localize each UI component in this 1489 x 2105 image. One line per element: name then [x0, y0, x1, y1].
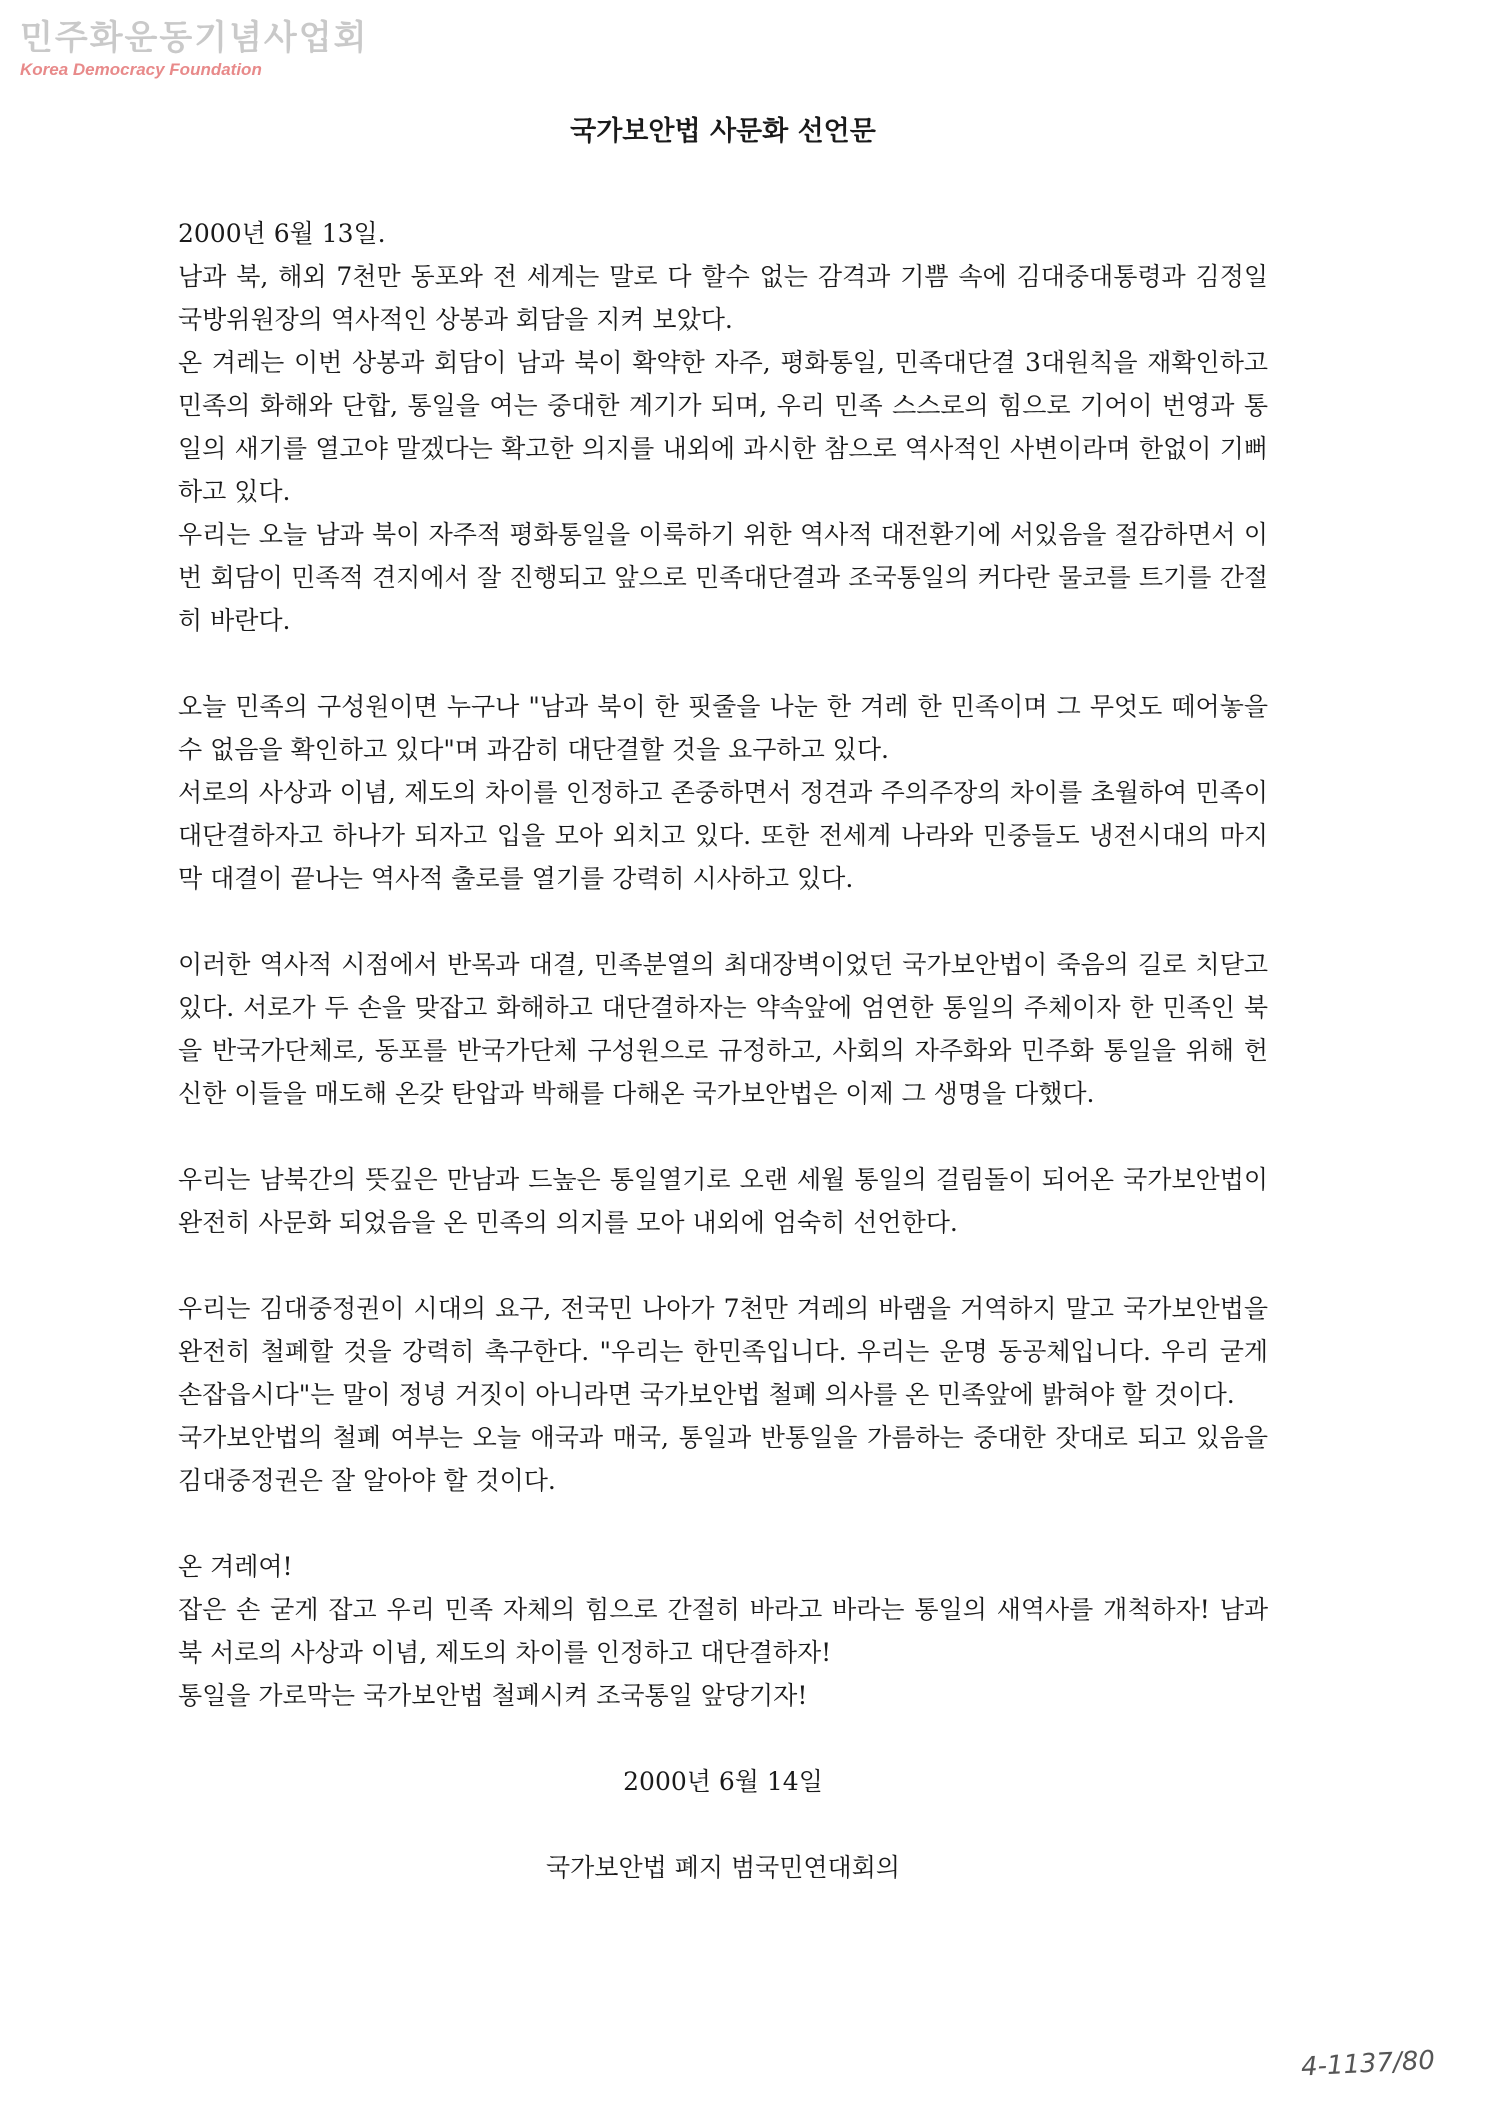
archive-number: 4-1137/80	[1300, 2045, 1436, 2083]
paragraph-9: 국가보안법의 철폐 여부는 오늘 애국과 매국, 통일과 반통일을 가름하는 중대한 잣대로 되고 있음을 김대중정권은 잘 알아야 할 것이다.	[178, 1423, 1268, 1495]
paragraph-1: 남과 북, 해외 7천만 동포와 전 세계는 말로 다 할수 없는 감격과 기쁨 속에 김대중대통령과 김정일 국방위원장의 역사적인 상봉과 회담을 지켜 보았다.	[178, 262, 1268, 334]
watermark-english: Korea Democracy Foundation	[20, 60, 262, 79]
closing-date: 2000년 6월 14일	[623, 1767, 823, 1796]
paragraph-7: 우리는 남북간의 뜻깊은 만남과 드높은 통일열기로 오랜 세월 통일의 걸림돌이 되어온 국가보안법이 완전히 사문화 되었음을 온 민족의 의지를 모아 내외에 엄숙히 선언한다.	[178, 1165, 1268, 1237]
foundation-watermark	[20, 18, 368, 80]
paragraph-8: 우리는 김대중정권이 시대의 요구, 전국민 나아가 7천만 겨레의 바램을 거역하지 말고 국가보안법을 완전히 철폐할 것을 강력히 촉구한다. "우리는 한민족입니다. 우리는 운명 동공체입니다. 우리 굳게 손잡읍시다"는 말이 정녕 거짓이 아니라면 국가보안법 철폐 의사를 온 민족앞에 밝혀야 할 것이다.	[178, 1294, 1268, 1409]
signature: 국가보안법 폐지 범국민연대회의	[546, 1853, 900, 1882]
date-line: 2000년 6월 13일.	[178, 219, 386, 248]
declaration-document	[178, 112, 1268, 1889]
paragraph-6: 이러한 역사적 시점에서 반목과 대결, 민족분열의 최대장벽이었던 국가보안법이 죽음의 길로 치닫고 있다. 서로가 두 손을 맞잡고 화해하고 대단결하자는 약속앞에 엄연한 통일의 주체이자 한 민족인 북을 반국가단체로, 동포를 반국가단체 구성원으로 규정하고, 사회의 자주화와 민주화 통일을 위해 헌신한 이들을 매도해 온갖 탄압과 박해를 다해온 국가보안법은 이제 그 생명을 다했다.	[178, 950, 1268, 1108]
paragraph-2: 온 겨레는 이번 상봉과 회담이 남과 북이 확약한 자주, 평화통일, 민족대단결 3대원칙을 재확인하고 민족의 화해와 단합, 통일을 여는 중대한 계기가 되며, 우리 민족 스스로의 힘으로 기어이 번영과 통일의 새기를 열고야 말겠다는 확고한 의지를 내외에 과시한 참으로 역사적인 사변이라며 한없이 기뻐하고 있다.	[178, 348, 1268, 506]
watermark-korean: 민주화운동기념사업회	[20, 18, 369, 58]
paragraph-5: 서로의 사상과 이념, 제도의 차이를 인정하고 존중하면서 정견과 주의주장의 차이를 초월하여 민족이 대단결하자고 하나가 되자고 입을 모아 외치고 있다. 또한 전세계 나라와 민중들도 냉전시대의 마지막 대결이 끝나는 역사적 출로를 열기를 강력히 시사하고 있다.	[178, 778, 1268, 893]
exclamation-line: 온 겨레여!	[178, 1552, 293, 1581]
paragraph-3: 우리는 오늘 남과 북이 자주적 평화통일을 이룩하기 위한 역사적 대전환기에 서있음을 절감하면서 이번 회담이 민족적 견지에서 잘 진행되고 앞으로 민족대단결과 조국통일의 커다란 물코를 트기를 간절히 바란다.	[178, 520, 1268, 635]
document-title: 국가보안법 사문화 선언문	[570, 116, 876, 147]
paragraph-10: 잡은 손 굳게 잡고 우리 민족 자체의 힘으로 간절히 바라고 바라는 통일의 새역사를 개척하자! 남과 북 서로의 사상과 이념, 제도의 차이를 인정하고 대단결하자!	[178, 1595, 1268, 1667]
paragraph-4: 오늘 민족의 구성원이면 누구나 "남과 북이 한 핏줄을 나눈 한 겨레 한 민족이며 그 무엇도 떼어놓을 수 없음을 확인하고 있다"며 과감히 대단결할 것을 요구하고 있다.	[178, 692, 1268, 764]
paragraph-11: 통일을 가로막는 국가보안법 철폐시켜 조국통일 앞당기자!	[178, 1681, 808, 1710]
